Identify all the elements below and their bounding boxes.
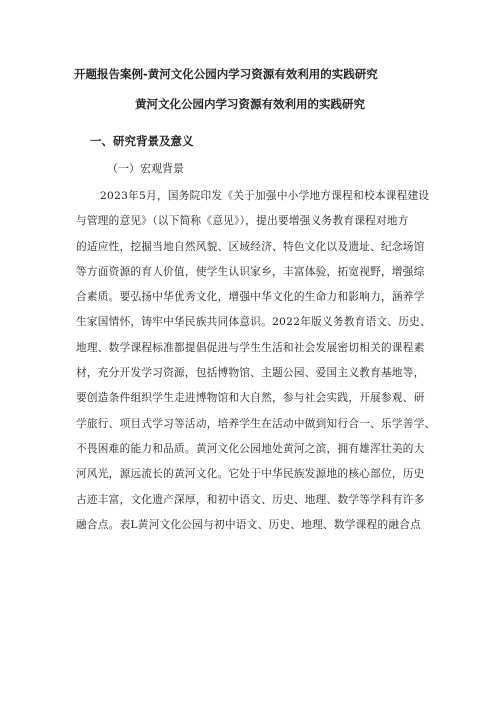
paragraph-line: 融合点。表L黄河文化公园与初中语文、历史、地理、数学课程的融合点: [76, 518, 422, 531]
document-subtitle: 黄河文化公园内学习资源有效利用的实践研究: [135, 97, 365, 111]
paragraph-line: 2023年5月，国务院印发《关于加强中小学地方课程和校本课程建设: [100, 190, 430, 202]
sub-heading: （一）宏观背景: [107, 162, 184, 175]
paragraph-line: 古迹丰富，文化遗产深厚，和初中语文、历史、地理、数学等学科有许多: [76, 493, 425, 506]
paragraph-line: 与管理的意见》（以下简称《意见》），提出要增强义务教育课程对地方: [76, 215, 409, 228]
paragraph-line: 地理、数学课程标准都提倡促进与学生生活和社会发展密切相关的课程素: [76, 341, 425, 354]
body-paragraph: [76, 184, 436, 538]
paragraph-line: 材，充分开发学习资源，包括博物馆、主题公园、爱国主义教育基地等，: [76, 367, 425, 380]
section-heading: 一、研究背景及意义: [90, 134, 194, 148]
paragraph-line: 学旅行、项目式学习等活动，培养学生在活动中做到知行合一、乐学善学、: [76, 417, 436, 430]
paragraph-line: 的适应性，挖掘当地自然风貌、区域经济、特色文化以及遗址、纪念场馆: [76, 240, 425, 253]
paragraph-line: 生家国情怀，铸牢中华民族共同体意识。2022年版义务教育语文、历史、: [76, 316, 431, 329]
paragraph-line: 河风光，源远流长的黄河文化。它处于中华民族发源地的核心部位，历史: [76, 468, 425, 481]
paragraph-line: 不畏困难的能力和品质。黄河文化公园地处黄河之滨，拥有雄浑壮美的大: [76, 442, 425, 455]
paragraph-line: 要创造条件组织学生走进博物馆和大自然，参与社会实践，开展参观、研: [76, 392, 425, 405]
paragraph-line: 等方面资源的育人价值，使学生认识家乡，丰富体验，拓宽视野，增强综: [76, 265, 425, 278]
document-title: 开题报告案例-黄河文化公园内学习资源有效利用的实践研究: [74, 67, 378, 81]
paragraph-line: 合素质。要弘扬中华优秀文化，增强中华文化的生命力和影响力，涵养学: [76, 291, 425, 304]
